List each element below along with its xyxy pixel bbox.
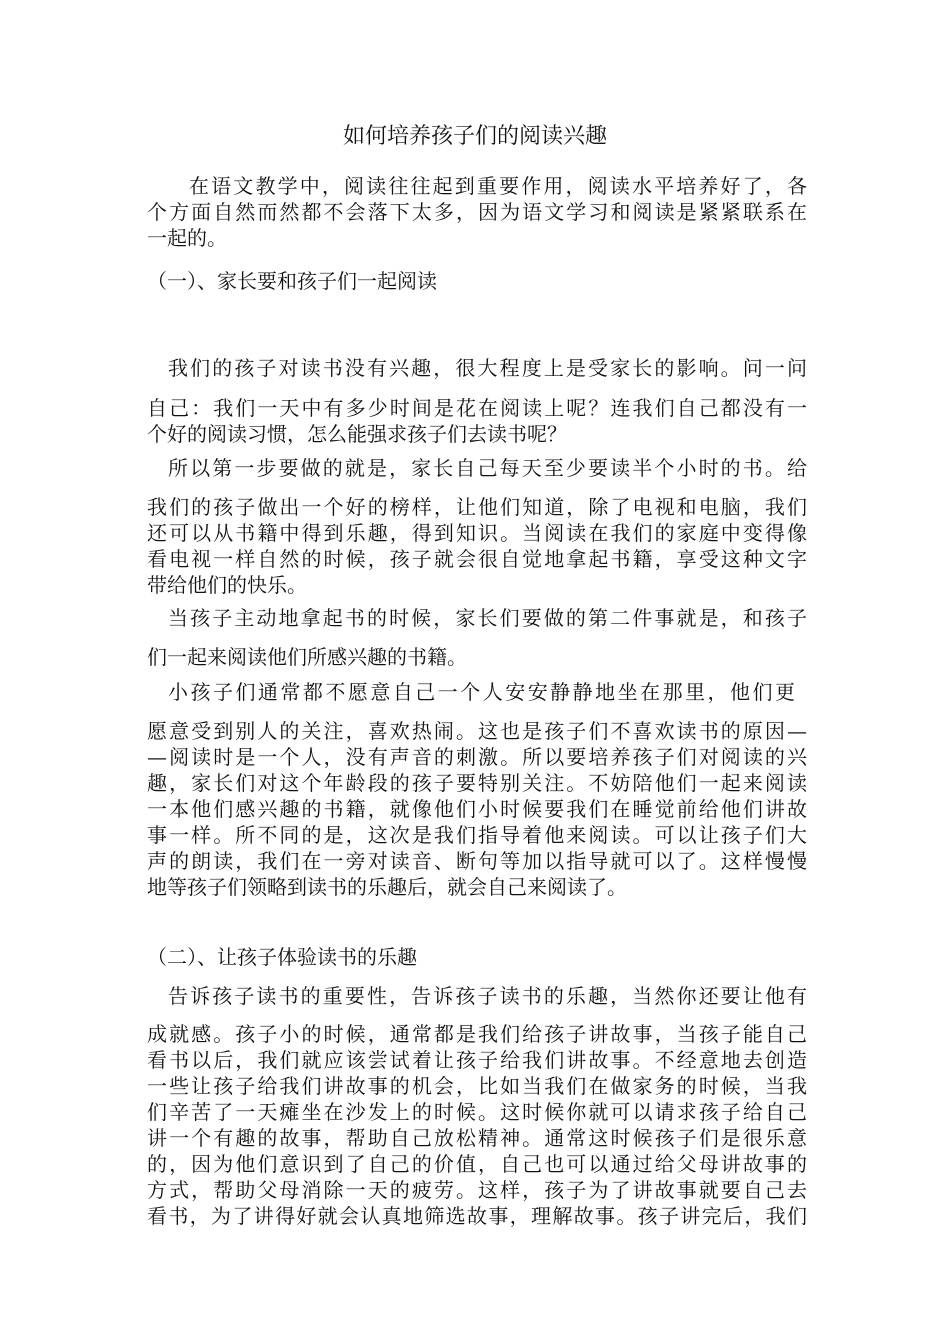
paragraph-line: 们一起来阅读他们所感兴趣的书籍。 xyxy=(147,645,467,669)
paragraph-line: 一些让孩子给我们讲故事的机会，比如当我们在做家务的时候，当我 xyxy=(147,1074,807,1098)
paragraph-line: 看书，为了讲得好就会认真地筛选故事，理解故事。孩子讲完后，我们 xyxy=(147,1204,807,1228)
paragraph-line: 一本他们感兴趣的书籍，就像他们小时候要我们在睡觉前给他们讲故 xyxy=(147,797,807,821)
paragraph-line: 地等孩子们领略到读书的乐趣后，就会自己来阅读了。 xyxy=(147,875,627,899)
paragraph-line: 成就感。孩子小的时候，通常都是我们给孩子讲故事，当孩子能自己 xyxy=(147,1022,807,1046)
paragraph-line: 自己：我们一天中有多少时间是花在阅读上呢？连我们自己都没有一 xyxy=(147,396,807,420)
paragraph-line: 愿意受到别人的关注，喜欢热闹。这也是孩子们不喜欢读书的原因— xyxy=(147,719,807,743)
paragraph-line: 还可以从书籍中得到乐趣，得到知识。当阅读在我们的家庭中变得像 xyxy=(147,521,807,545)
paragraph-line: 一起的。 xyxy=(147,226,227,250)
paragraph-line: 个好的阅读习惯，怎么能强求孩子们去读书呢？ xyxy=(147,422,567,446)
paragraph-line: 个方面自然而然都不会落下太多，因为语文学习和阅读是紧紧联系在 xyxy=(147,200,807,224)
section-heading-2: （二）、让孩子体验读书的乐趣 xyxy=(147,945,417,969)
paragraph-line: 在语文教学中，阅读往往起到重要作用，阅读水平培养好了，各 xyxy=(189,174,807,198)
paragraph-line: 告诉孩子读书的重要性，告诉孩子读书的乐趣，当然你还要让他有 xyxy=(168,984,807,1008)
paragraph-line: 所以第一步要做的就是，家长自己每天至少要读半个小时的书。给 xyxy=(168,456,807,480)
paragraph-line: 讲一个有趣的故事，帮助自己放松精神。通常这时候孩子们是很乐意 xyxy=(147,1126,807,1150)
paragraph-line: 们辛苦了一天瘫坐在沙发上的时候。这时候你就可以请求孩子给自己 xyxy=(147,1100,807,1124)
paragraph-line: 看书以后，我们就应该尝试着让孩子给我们讲故事。不经意地去创造 xyxy=(147,1048,807,1072)
section-heading-1: （一）、家长要和孩子们一起阅读 xyxy=(147,269,437,293)
document-title: 如何培养孩子们的阅读兴趣 xyxy=(342,124,607,149)
paragraph-line: 带给他们的快乐。 xyxy=(147,573,307,597)
paragraph-line: 趣，家长们对这个年龄段的孩子要特别关注。不妨陪他们一起来阅读 xyxy=(147,771,807,795)
paragraph-line: 的，因为他们意识到了自己的价值，自己也可以通过给父母讲故事的 xyxy=(147,1152,807,1176)
paragraph-line: 方式，帮助父母消除一天的疲劳。这样，孩子为了讲故事就要自己去 xyxy=(147,1178,807,1202)
paragraph-line: 我们的孩子对读书没有兴趣，很大程度上是受家长的影响。问一问 xyxy=(168,356,807,380)
paragraph-line: 看电视一样自然的时候，孩子就会很自觉地拿起书籍，享受这种文字 xyxy=(147,547,807,571)
paragraph-line: 当孩子主动地拿起书的时候，家长们要做的第二件事就是，和孩子 xyxy=(168,606,807,630)
paragraph-line: —阅读时是一个人，没有声音的刺激。所以要培养孩子们对阅读的兴 xyxy=(147,745,807,769)
paragraph-line: 小孩子们通常都不愿意自己一个人安安静静地坐在那里，他们更 xyxy=(168,680,795,704)
paragraph-line: 事一样。所不同的是，这次是我们指导着他来阅读。可以让孩子们大 xyxy=(147,823,807,847)
paragraph-line: 我们的孩子做出一个好的榜样，让他们知道，除了电视和电脑，我们 xyxy=(147,495,807,519)
paragraph-line: 声的朗读，我们在一旁对读音、断句等加以指导就可以了。这样慢慢 xyxy=(147,849,807,873)
